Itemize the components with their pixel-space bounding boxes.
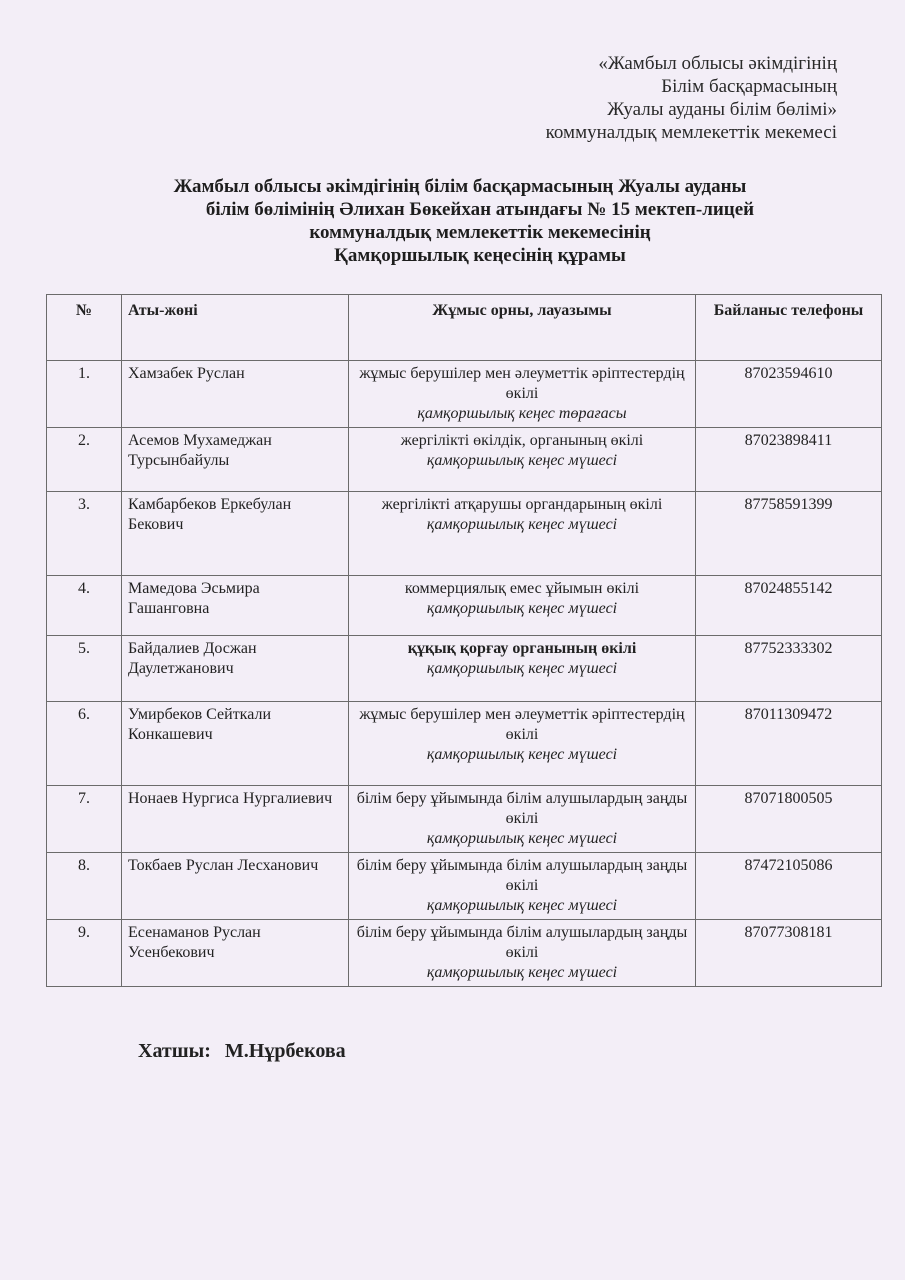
member-phone: 87023594610 <box>696 361 882 428</box>
table-row <box>47 786 882 853</box>
member-position <box>349 428 696 492</box>
member-phone: 87024855142 <box>696 576 882 636</box>
member-name: Мамедова Эсьмира Гашанговна <box>122 576 349 636</box>
title-line: Қамқоршылық кеңесінің құрамы <box>334 245 626 266</box>
member-name: Байдалиев Досжан Даулетжанович <box>122 636 349 702</box>
table-row <box>47 428 882 492</box>
member-position <box>349 492 696 576</box>
council-role: қамқоршылық кеңес мүшесі <box>426 516 618 533</box>
row-number: 3. <box>47 492 122 576</box>
member-name: Хамзабек Руслан <box>122 361 349 428</box>
header-line: Жуалы ауданы білім бөлімі» <box>607 99 837 120</box>
table-header-row <box>47 295 882 361</box>
member-name: Асемов Мухамеджан Турсынбайулы <box>122 428 349 492</box>
member-name: Токбаев Руслан Лесханович <box>122 853 349 920</box>
member-position <box>349 702 696 786</box>
member-phone: 87472105086 <box>696 853 882 920</box>
row-number: 5. <box>47 636 122 702</box>
position-text: коммерциялық емес ұйымын өкілі <box>404 580 640 597</box>
council-members-table <box>46 294 882 987</box>
document-title <box>130 175 830 267</box>
header-line: коммуналдық мемлекеттік мекемесі <box>545 122 837 143</box>
row-number: 9. <box>47 920 122 987</box>
header-number: № <box>47 295 122 361</box>
secretary-name: М.Нұрбекова <box>224 1040 346 1062</box>
council-role: қамқоршылық кеңес мүшесі <box>426 660 618 677</box>
member-phone: 87077308181 <box>696 920 882 987</box>
position-text: жұмыс берушілер мен әлеуметтік әріптестердің өкілі <box>359 365 685 402</box>
member-phone: 87071800505 <box>696 786 882 853</box>
secretary-signature-line <box>138 1040 346 1063</box>
position-text: білім беру ұйымында білім алушылардың заңды өкілі <box>356 790 688 827</box>
row-number: 8. <box>47 853 122 920</box>
header-line: «Жамбыл облысы әкімдігінің <box>598 53 837 74</box>
row-number: 1. <box>47 361 122 428</box>
council-role: қамқоршылық кеңес мүшесі <box>426 897 618 914</box>
member-position <box>349 786 696 853</box>
council-role: қамқоршылық кеңес мүшесі <box>426 746 618 763</box>
member-phone: 87023898411 <box>696 428 882 492</box>
member-phone: 87758591399 <box>696 492 882 576</box>
council-role: қамқоршылық кеңес төрағасы <box>417 405 627 422</box>
header-job: Жұмыс орны, лауазымы <box>349 295 696 361</box>
member-phone: 87752333302 <box>696 636 882 702</box>
member-position <box>349 920 696 987</box>
member-phone: 87011309472 <box>696 702 882 786</box>
title-line: білім бөлімінің Әлихан Бөкейхан атындағы № 15 мектеп-лицей <box>205 199 755 220</box>
position-text: білім беру ұйымында білім алушылардың заңды өкілі <box>356 857 688 894</box>
row-number: 2. <box>47 428 122 492</box>
secretary-label: Хатшы: <box>138 1040 211 1062</box>
member-name: Нонаев Нургиса Нургалиевич <box>122 786 349 853</box>
member-position <box>349 361 696 428</box>
header-phone: Байланыс телефоны <box>696 295 882 361</box>
council-role: қамқоршылық кеңес мүшесі <box>426 452 618 469</box>
council-role: қамқоршылық кеңес мүшесі <box>426 600 618 617</box>
row-number: 6. <box>47 702 122 786</box>
header-line: Білім басқармасының <box>661 76 837 97</box>
table-row <box>47 636 882 702</box>
member-position <box>349 853 696 920</box>
member-name: Камбарбеков Еркебулан Бекович <box>122 492 349 576</box>
table-row <box>47 361 882 428</box>
table-row <box>47 702 882 786</box>
position-text: жергілікті атқарушы органдарының өкілі <box>381 496 663 513</box>
member-name: Есенаманов Руслан Усенбекович <box>122 920 349 987</box>
member-name: Умирбеков Сейткали Конкашевич <box>122 702 349 786</box>
header-name: Аты-жөні <box>122 295 349 361</box>
position-text: білім беру ұйымында білім алушылардың заңды өкілі <box>356 924 688 961</box>
title-line: Жамбыл облысы әкімдігінің білім басқармасының Жуалы ауданы <box>173 176 747 197</box>
position-text: жұмыс берушілер мен әлеуметтік әріптестердің өкілі <box>359 706 685 743</box>
table-row <box>47 492 882 576</box>
council-role: қамқоршылық кеңес мүшесі <box>426 830 618 847</box>
row-number: 7. <box>47 786 122 853</box>
position-text: құқық қорғау органының өкілі <box>407 640 637 657</box>
member-position <box>349 576 696 636</box>
council-role: қамқоршылық кеңес мүшесі <box>426 964 618 981</box>
position-text: жергілікті өкілдік, органының өкілі <box>400 432 644 449</box>
title-line: коммуналдық мемлекеттік мекемесінің <box>309 222 651 243</box>
table-row <box>47 576 882 636</box>
table-row <box>47 920 882 987</box>
row-number: 4. <box>47 576 122 636</box>
table-row <box>47 853 882 920</box>
organization-header <box>546 52 837 144</box>
member-position <box>349 636 696 702</box>
